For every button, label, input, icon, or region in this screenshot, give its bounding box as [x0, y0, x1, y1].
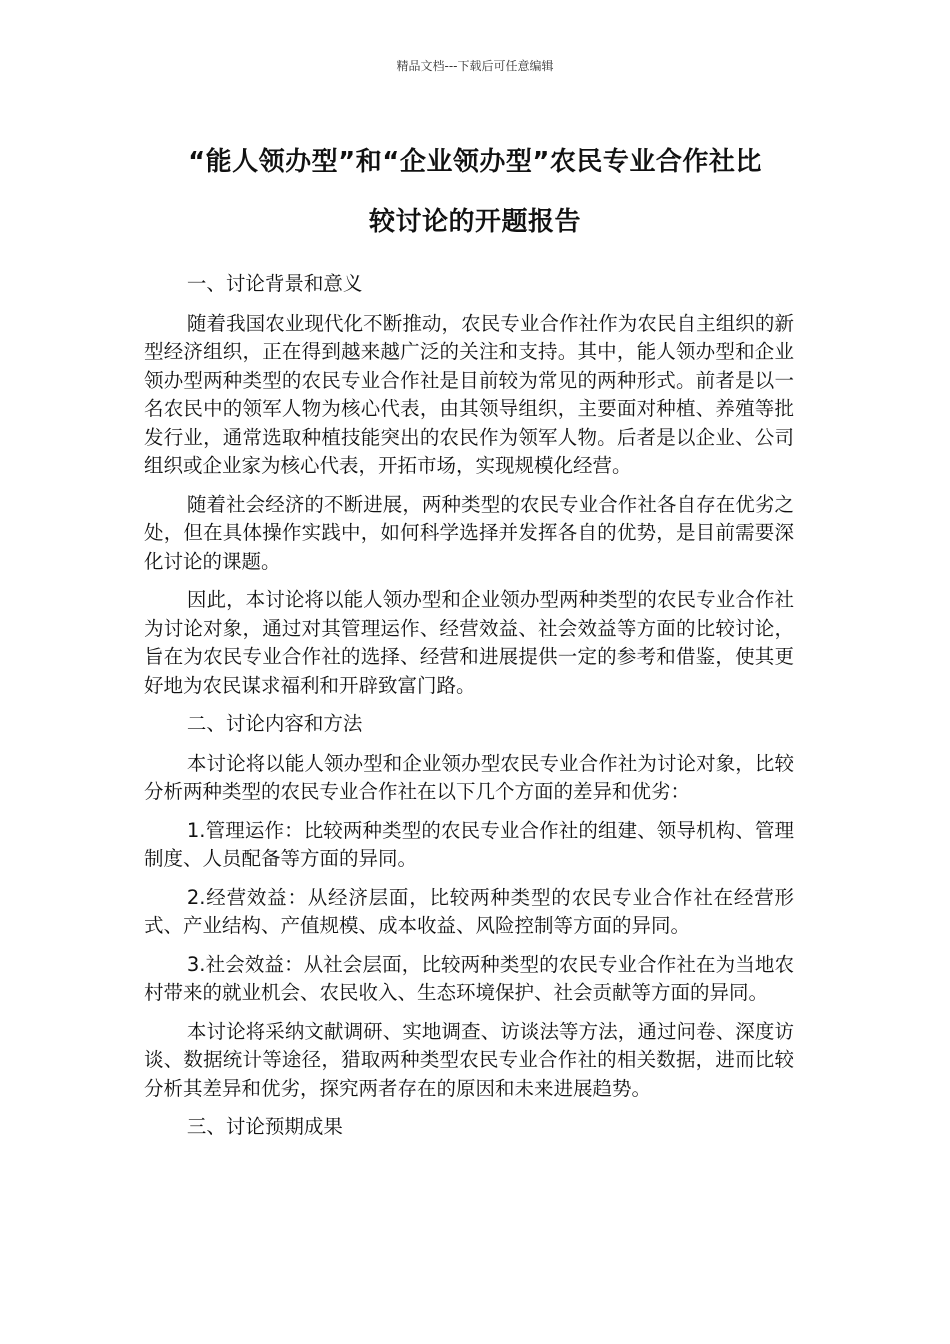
document-title	[145, 132, 805, 252]
list-item-social-benefit: 3.社会效益：从社会层面，比较两种类型的农民专业合作社在为当地农村带来的就业机会、农民收入、生态环境保护、社会贡献等方面的异同。	[144, 952, 794, 1004]
paragraph-content-intro: 本讨论将以能人领办型和企业领办型农民专业合作社为讨论对象，比较分析两种类型的农民专业合作社在以下几个方面的差异和优劣：	[144, 751, 794, 803]
section-heading-expected-results: 三、讨论预期成果	[186, 1115, 343, 1138]
paragraph-methods: 本讨论将采纳文献调研、实地调查、访谈法等方法，通过问卷、深度访谈、数据统计等途径，猎取两种类型农民专业合作社的相关数据，进而比较分析其差异和优劣，探究两者存在的原因和未来进展趋势。	[144, 1019, 794, 1100]
section-heading-background: 一、讨论背景和意义	[186, 272, 363, 295]
page-header-note: 精品文档---下载后可任意编辑	[396, 59, 554, 73]
section-heading-content-method: 二、讨论内容和方法	[186, 712, 363, 735]
list-item-management: 1.管理运作：比较两种类型的农民专业合作社的组建、领导机构、管理制度、人员配备等方面的异同。	[144, 818, 794, 870]
paragraph-background-1: 随着我国农业现代化不断推动，农民专业合作社作为农民自主组织的新型经济组织，正在得到越来越广泛的关注和支持。其中，能人领办型和企业领办型两种类型的农民专业合作社是目前较为常见的两种形式。前者是以一名农民中的领军人物为核心代表，由其领导组织，主要面对种植、养殖等批发行业，通常选取种植技能突出的农民作为领军人物。后者是以企业、公司组织或企业家为核心代表，开拓市场，实现规模化经营。	[144, 311, 794, 477]
paragraph-background-2: 随着社会经济的不断进展，两种类型的农民专业合作社各自存在优劣之处，但在具体操作实践中，如何科学选择并发挥各自的优势，是目前需要深化讨论的课题。	[144, 492, 794, 573]
paragraph-background-3: 因此，本讨论将以能人领办型和企业领办型两种类型的农民专业合作社为讨论对象，通过对其管理运作、经营效益、社会效益等方面的比较讨论，旨在为农民专业合作社的选择、经营和进展提供一定的参考和借鉴，使其更好地为农民谋求福利和开辟致富门路。	[144, 588, 794, 697]
document-body	[144, 270, 794, 1153]
title-line-2: 较讨论的开题报告	[368, 207, 581, 237]
title-line-1: “能人领办型”和“企业领办型”农民专业合作社比	[188, 147, 762, 177]
list-item-economic-benefit: 2.经营效益：从经济层面，比较两种类型的农民专业合作社在经营形式、产业结构、产值规模、成本收益、风险控制等方面的异同。	[144, 885, 794, 937]
